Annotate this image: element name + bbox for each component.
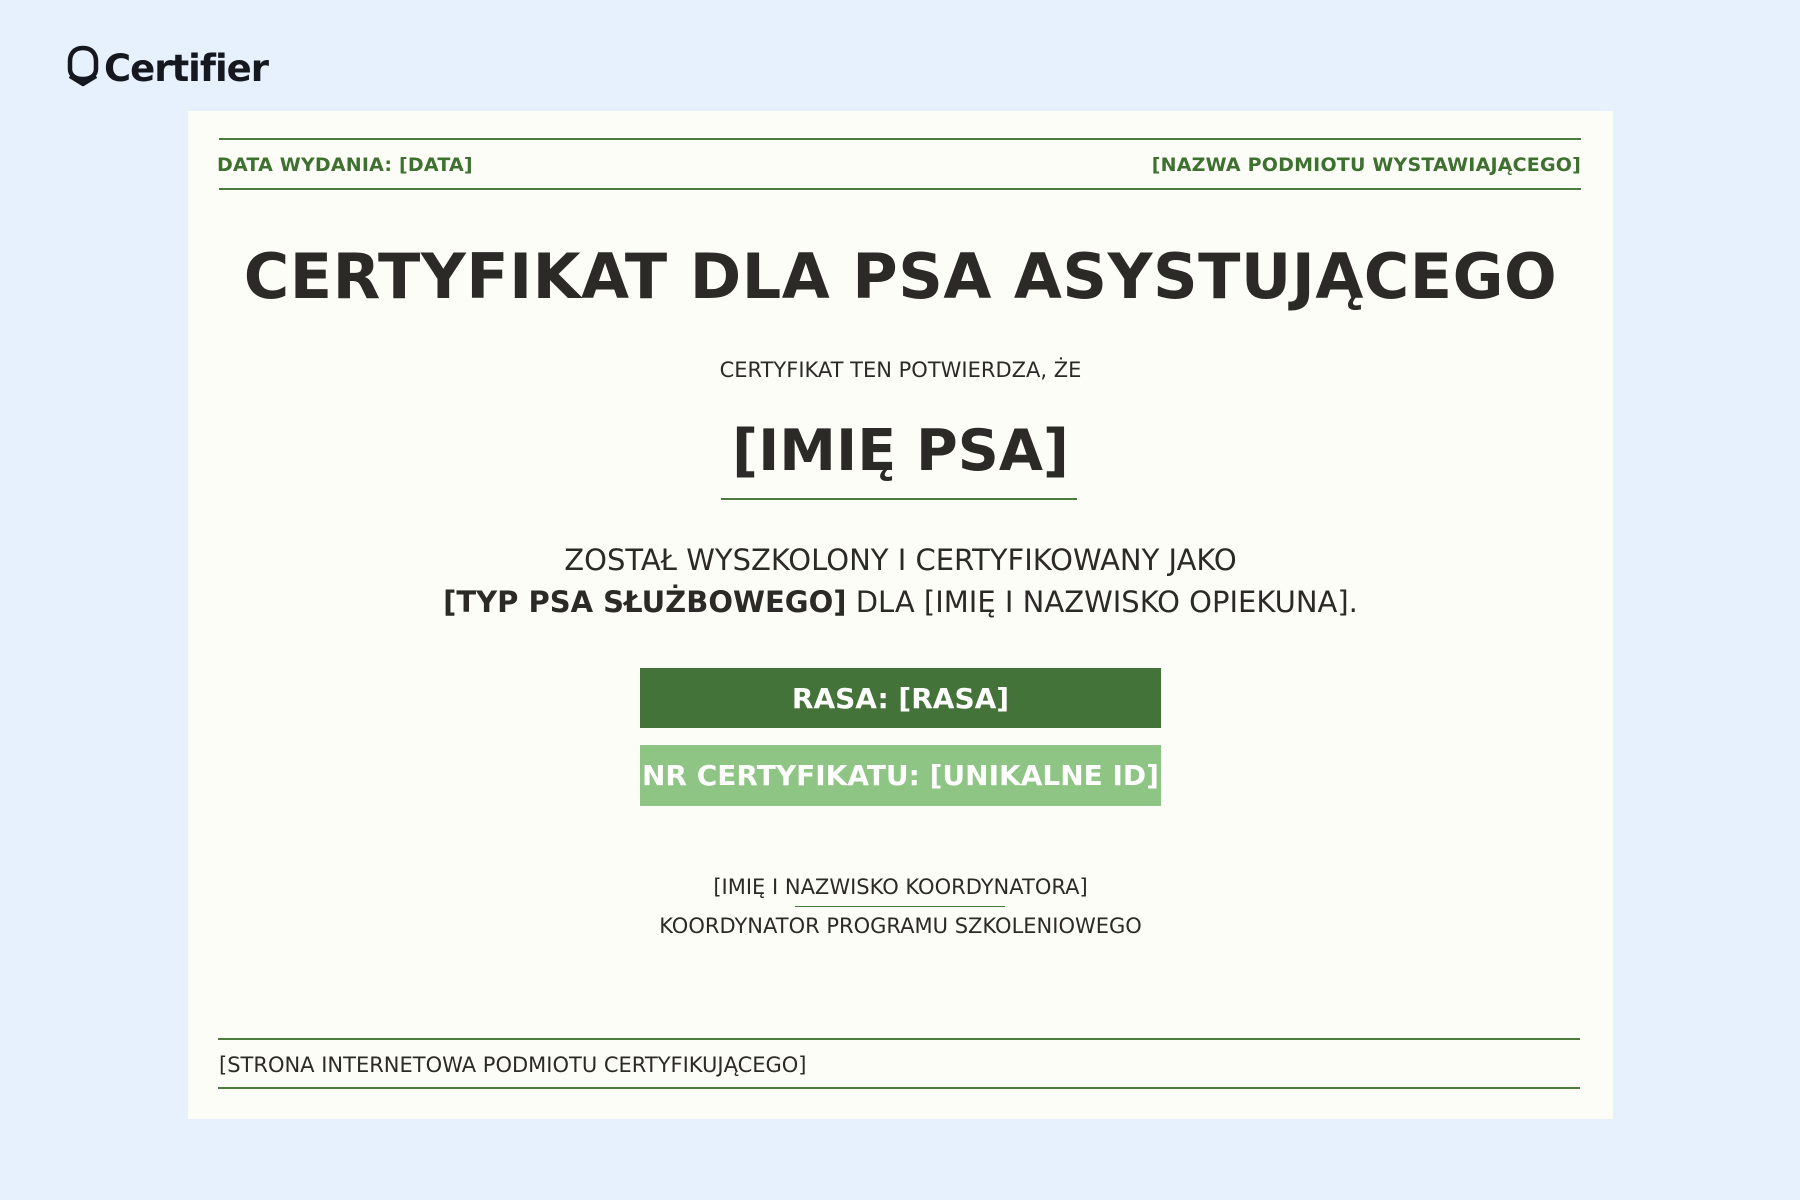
confirm-text: CERTYFIKAT TEN POTWIERDZA, ŻE [719,358,1082,382]
issuer-website: [STRONA INTERNETOWA PODMIOTU CERTYFIKUJĄCEGO] [219,1053,807,1077]
top-divider-lower [219,188,1581,190]
breed-badge: RASA: [RASA] [640,668,1161,728]
dog-name-underline [721,498,1077,500]
signature-line [795,906,1005,907]
body-text-line1: ZOSTAŁ WYSZKOLONY I CERTYFIKOWANY JAKO [564,543,1237,577]
certificate [188,111,1613,1119]
top-divider-upper [219,138,1581,140]
certifier-logo [66,44,268,92]
certificate-number-badge: NR CERTYFIKATU: [UNIKALNE ID] [640,745,1161,806]
handler-text: DLA [IMIĘ I NAZWISKO OPIEKUNA]. [846,585,1358,619]
bottom-divider-upper [218,1038,1580,1040]
body-text-line2 [188,585,1613,619]
issue-date: DATA WYDANIA: [DATA] [217,154,473,176]
dog-name: [IMIĘ PSA] [732,418,1069,484]
brand-name: Certifier [104,46,268,90]
service-dog-type: [TYP PSA SŁUŻBOWEGO] [443,585,847,619]
coordinator-role: KOORDYNATOR PROGRAMU SZKOLENIOWEGO [659,914,1142,938]
certifier-shield-icon [66,45,100,91]
bottom-divider-lower [218,1087,1580,1089]
coordinator-name: [IMIĘ I NAZWISKO KOORDYNATORA] [713,875,1088,899]
certificate-title: CERTYFIKAT DLA PSA ASYSTUJĄCEGO [243,240,1558,313]
issuer-name: [NAZWA PODMIOTU WYSTAWIAJĄCEGO] [1151,154,1581,176]
